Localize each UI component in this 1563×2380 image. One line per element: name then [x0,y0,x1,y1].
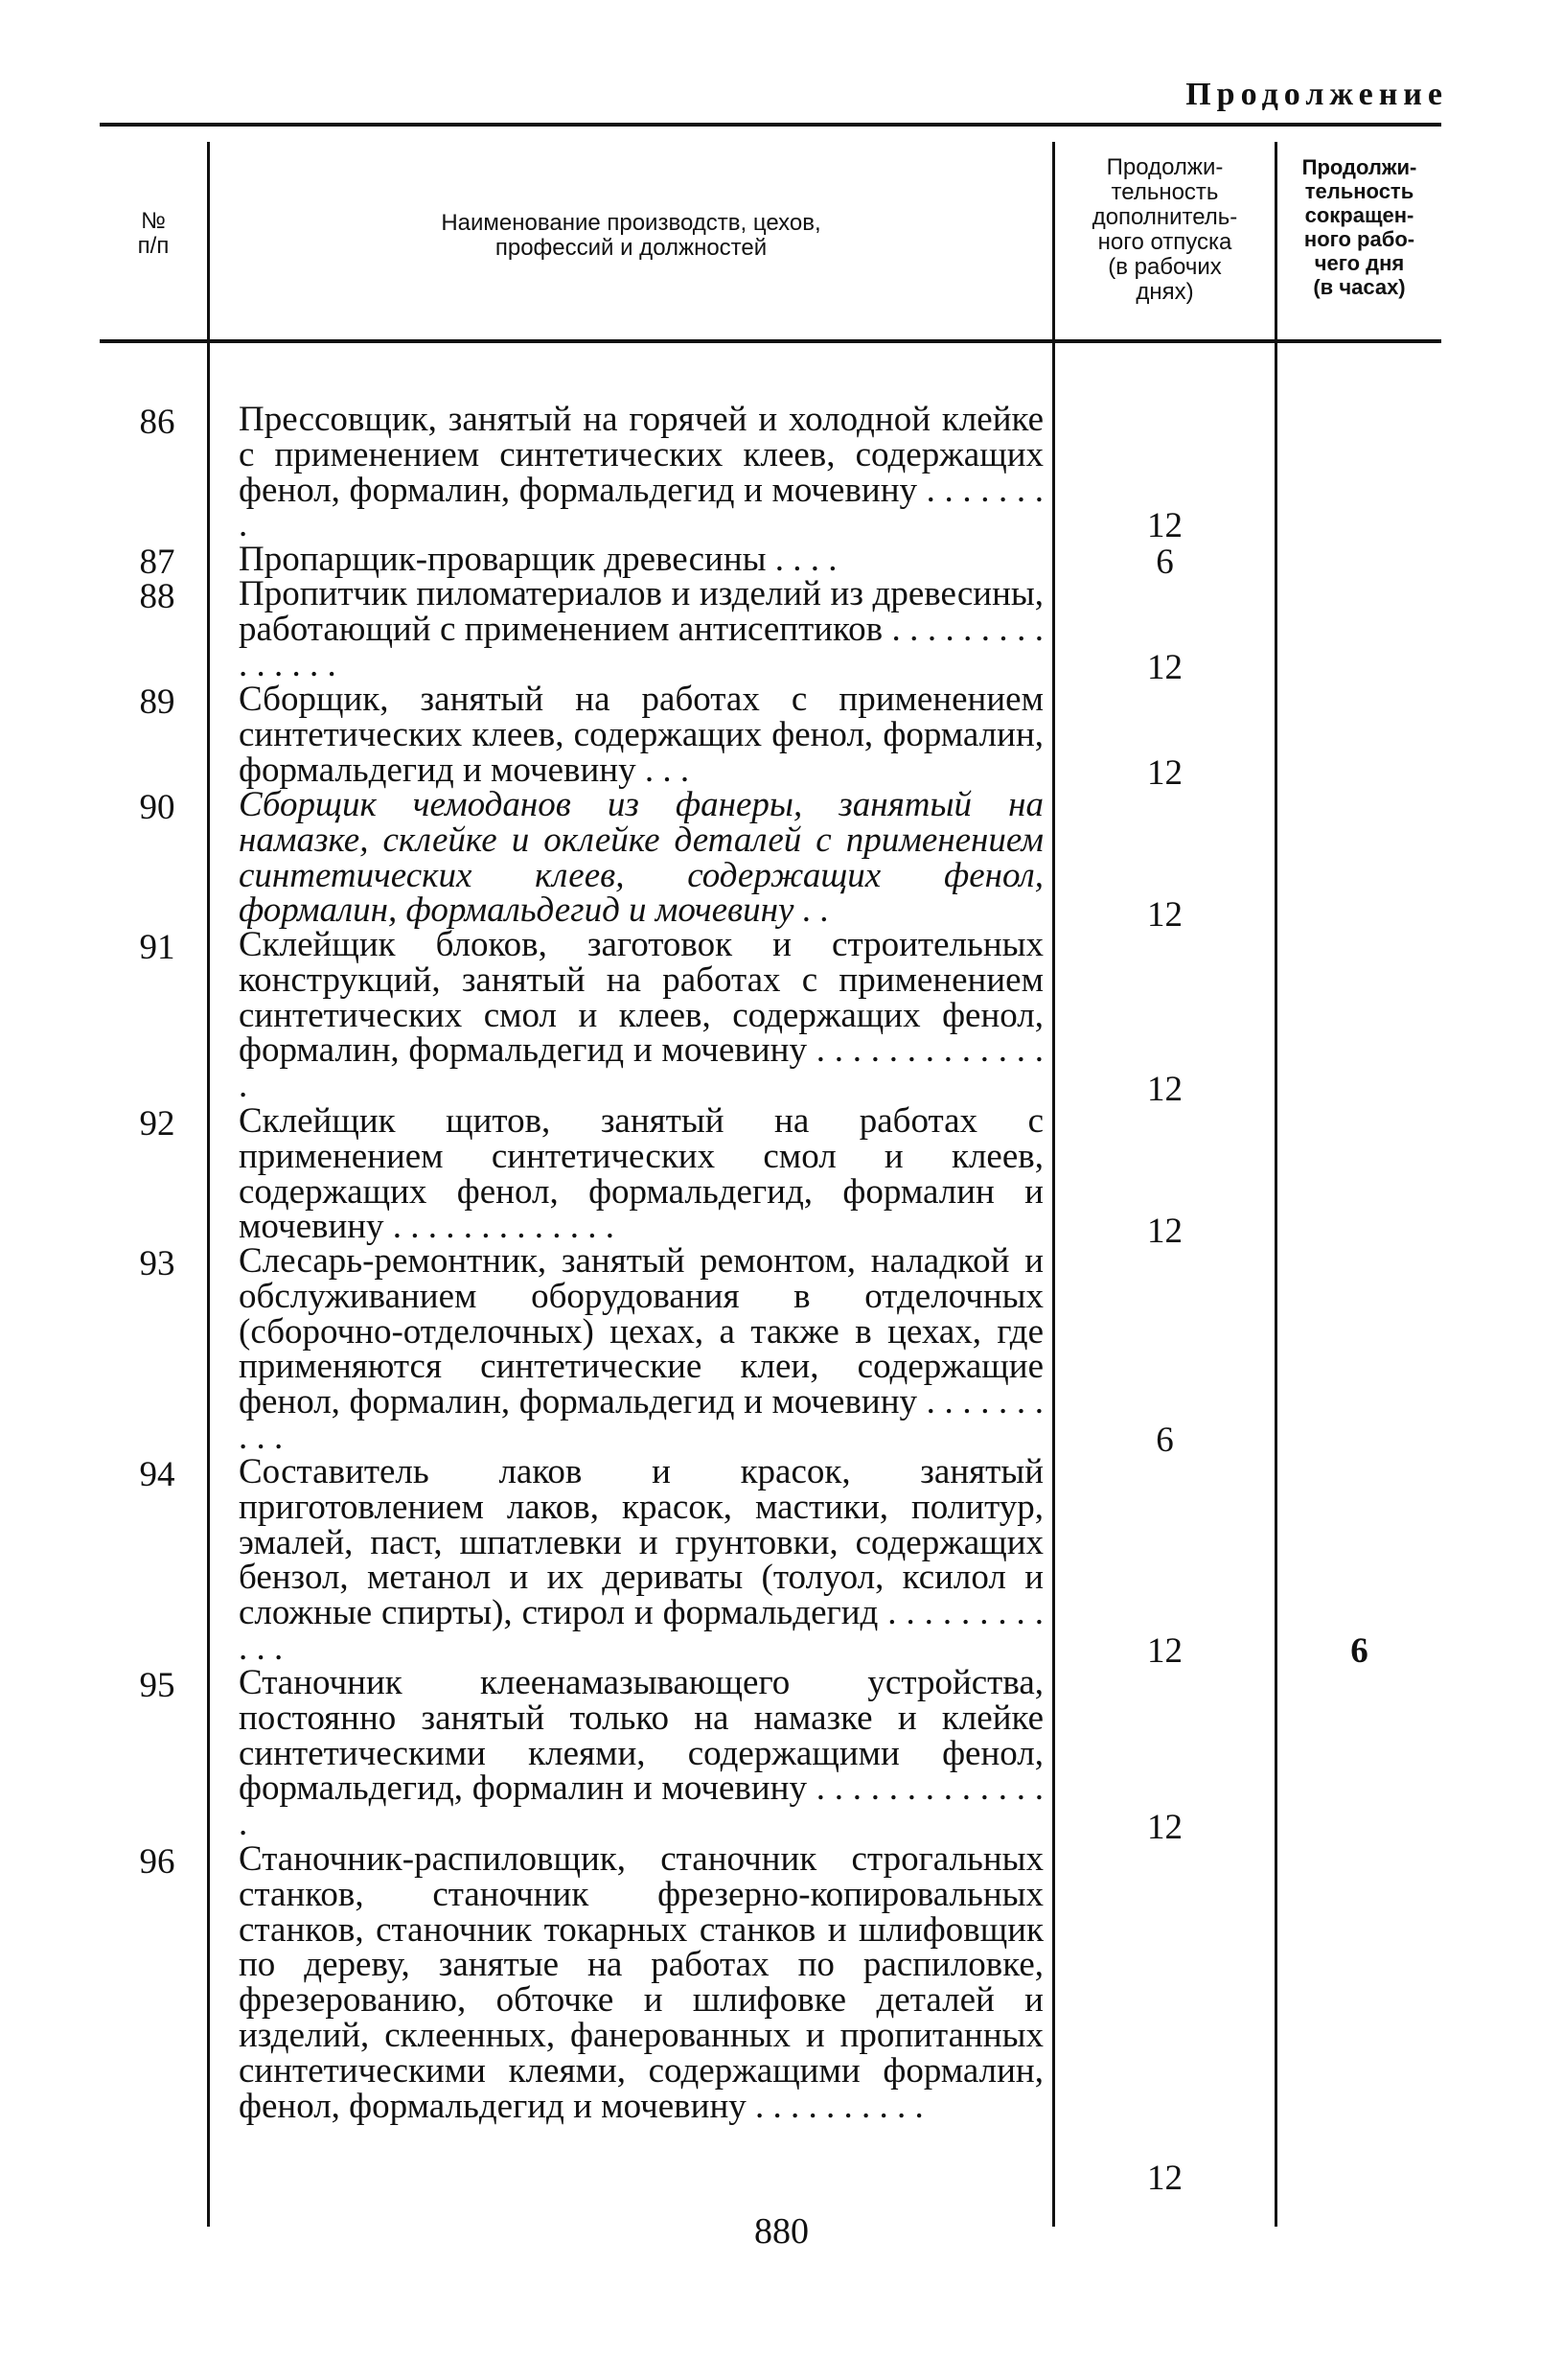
row-name: Пропитчик пиломатериалов и изделий из древесины, работающий с применением антисептиков . . . . . . . . . . . . . . . [239,574,1044,684]
header-leave: Продолжи- тельность дополнитель- ного отпуска (в рабочих днях) [1092,154,1238,305]
row-number: 88 [139,577,175,616]
row-leave: 12 [1147,2159,1183,2198]
row-leave: 12 [1147,895,1183,935]
header-num: № п/п [137,208,170,259]
row-number: 96 [139,1842,175,1882]
header-hours: Продолжи- тельность сокращен- ного рабо- чего дня (в часах) [1301,155,1417,299]
row-leave: 12 [1147,1631,1183,1671]
header-bottom-rule [100,339,1441,343]
table-top-rule [100,123,1441,127]
col-divider-1 [207,142,210,2227]
row-hours: 6 [1350,1631,1368,1671]
col-divider-2 [1052,142,1055,2227]
row-number: 93 [139,1244,175,1283]
row-leave: 12 [1147,506,1183,545]
row-number: 89 [139,682,175,722]
row-name: Станочник-распиловщик, станочник строгальных станков, станочник фрезерно-копировальных станков, станочник токарных станков и шлифовщик по дереву, занятые на работах по распиловке, фрезерованию, обточке и шлифовке деталей и изделий, склеенных, фанерованных и пропитанных синтетическими клеями, содержащими формалин, фенол, формальдегид и мочевину . . . . . . . . . . [239,1839,1044,2126]
row-number: 94 [139,1455,175,1494]
row-name: Сборщик чемоданов из фанеры, занятый на намазке, склейке и оклейке деталей с применением синтетических клеев, содержащих фенол, формалин, формальдегид и мочевину . . [239,785,1044,931]
row-number: 92 [139,1104,175,1144]
row-leave: 6 [1156,1421,1174,1460]
continuation-label: Продолжение [1185,77,1448,112]
row-name: Прессовщик, занятый на горячей и холодной клейке с применением синтетических клеев, содержащих фенол, формалин, формальдегид и мочевину . . . . . . . . [239,400,1044,545]
col-divider-3 [1275,142,1277,2227]
row-number: 90 [139,788,175,827]
row-leave: 12 [1147,1808,1183,1847]
row-leave: 6 [1156,543,1174,582]
row-name: Склейщик щитов, занятый на работах с применением синтетических смол и клеев, содержащих фенол, формальдегид, формалин и мочевину . . . . . . . . . . . . . [239,1101,1044,1247]
row-name: Слесарь-ремонтник, занятый ремонтом, наладкой и обслуживанием оборудования в отделочных (сборочно-отделочных) цехах, а также в цехах, где применяются синтетические клеи, содержащие фенол, формалин, формальдегид и мочевину . . . . . . . . . . [239,1241,1044,1457]
page-number: 880 [754,2211,809,2252]
header-name: Наименование производств, цехов, профессий и должностей [441,210,821,261]
row-number: 95 [139,1666,175,1705]
row-name: Сборщик, занятый на работах с применением синтетических клеев, содержащих фенол, формалин, формальдегид и мочевину . . . [239,680,1044,790]
row-leave: 12 [1147,1212,1183,1251]
row-leave: 12 [1147,753,1183,793]
row-leave: 12 [1147,648,1183,687]
row-leave: 12 [1147,1070,1183,1109]
row-number: 87 [139,543,175,582]
row-number: 86 [139,403,175,442]
row-name: Склейщик блоков, заготовок и строительных конструкций, занятый на работах с применением синтетических смол и клеев, содержащих фенол, формалин, формальдегид и мочевину . . . . . . . . . . . . . . [239,925,1044,1106]
row-name: Пропарщик-проварщик древесины . . . . [239,540,838,579]
row-name: Станочник клеенамазывающего устройства, постоянно занятый только на намазке и клейке синтетическими клеями, содержащими фенол, формальдегид, формалин и мочевину . . . . . . . . . . . . . . [239,1663,1044,1844]
row-name: Составитель лаков и красок, занятый приготовлением лаков, красок, мастики, политур, эмалей, паст, шпатлевки и грунтовки, содержащих бензол, метанол и их дериваты (толуол, ксилол и сложные спирты), стирол и формальдегид . . . . . . . . . . . . [239,1452,1044,1668]
row-number: 91 [139,928,175,967]
